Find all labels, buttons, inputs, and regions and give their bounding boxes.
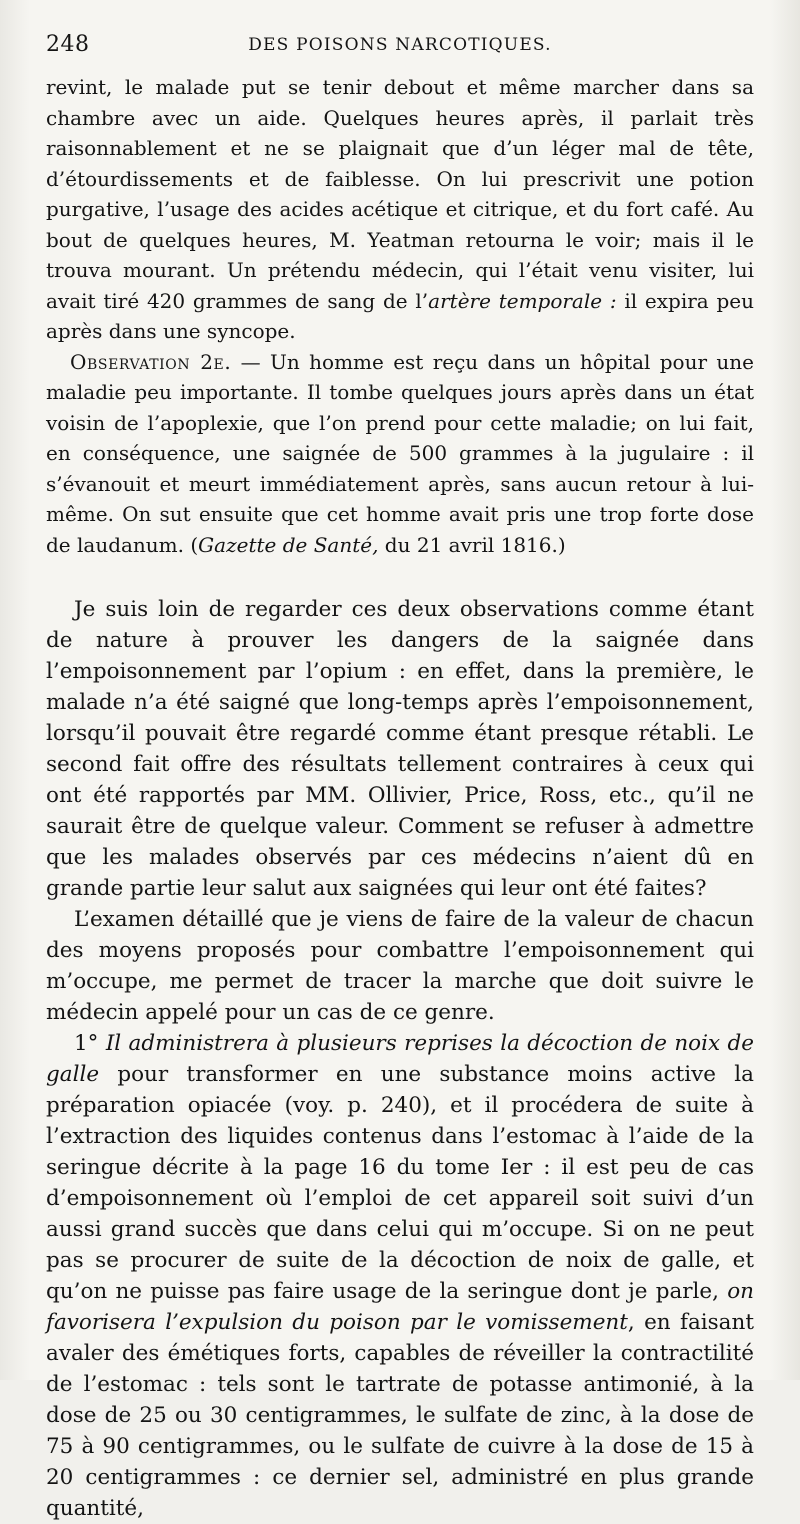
discussion-block [46, 594, 754, 1524]
paragraph-observation-2: Observation 2e. — Un homme est reçu dans un hôpital pour une maladie peu importante. Il tombe quelques jours après dans un état voisin de l’apoplexie, que l’on prend pour cette maladie; on lui fait, en conséquence, une saignée de 500 grammes à la jugulaire : il s’évanouit et meurt immédiatement après, sans aucun retour à lui-même. On sut ensuite que cet homme avait pris une trop forte dose de laudanum. (Gazette de Santé, du 21 avril 1816.) [46, 349, 755, 557]
running-title: DES POISONS NARCOTIQUES. [248, 35, 552, 55]
paragraph-examen: L’examen détaillé que je viens de faire de la valeur de chacun des moyens proposés pour combattre l’empoisonnement qui m’occupe, me permet de tracer la marche que doit suivre le médecin appelé pour un cas de ce genre. [46, 907, 754, 1025]
page-content [46, 72, 754, 1524]
observation-label: Observation 2e. [70, 349, 232, 374]
italic-phrase: Il administrera à plusieurs reprises la décoction de noix de galle [46, 1031, 754, 1087]
citation-title: Gazette de Santé, [198, 532, 379, 557]
italic-phrase: artère temporale : [428, 288, 617, 313]
paragraph-treatment-1: 1° Il administrera à plusieurs reprises la décoction de noix de galle pour transformer en une substance moins active la préparation opiacée (voy. p. 240), et il procédera de suite à l’extraction des liquides contenus dans l’estomac à l’aide de la seringue décrite à la page 16 du tome Ier : il est peu de cas d’empoisonnement où l’emploi de cet appareil soit suivi d’un aussi grand succès que dans celui qui m’occupe. Si on ne peut pas se procurer de suite de la décoction de noix de galle, et qu’on ne puisse pas faire usage de la seringue dont je parle, on favorisera l’expulsion du poison par le vomissement, en faisant avaler des émétiques forts, capables de réveiller la contractilité de l’estomac : tels sont le tartrate de potasse antimonié, à la dose de 25 ou 30 centigrammes, le sulfate de zinc, à la dose de 75 à 90 centigrammes, ou le sulfate de cuivre à la dose de 15 à 20 centigrammes : ce dernier sel, administré en plus grande quantité, [46, 1031, 754, 1521]
observations-block [46, 72, 754, 560]
page-number: 248 [46, 32, 90, 57]
paragraph-discussion: Je suis loin de regarder ces deux observations comme étant de nature à prouver les dangers de la saignée dans l’empoisonnement par l’opium : en effet, dans la première, le malade n’a été saigné que long-temps après l’empoisonnement, lorsqu’il pouvait être regardé comme étant presque rétabli. Le second fait offre des résultats tellement contraires à ceux qui ont été rapportés par MM. Ollivier, Price, Ross, etc., qu’il ne saurait être de quelque valeur. Comment se refuser à admettre que les malades observés par ces médecins n’aient dû en grande partie leur salut aux saignées qui leur ont été faites? [46, 597, 754, 901]
paragraph-observation-1-end: revint, le malade put se tenir debout et même marcher dans sa chambre avec un aide. Quelques heures après, il parlait très raisonnablement et ne se plaignait que d’un léger mal de tête, d’étourdissements et de faiblesse. On lui prescrivit une potion purgative, l’usage des acides acétique et citrique, et du fort café. Au bout de quelques heures, M. Yeatman retourna le voir; mais il le trouva mourant. Un prétendu médecin, qui l’était venu visiter, lui avait tiré 420 grammes de sang de l’artère temporale : il expira peu après dans une syncope. [46, 75, 755, 343]
page-header [46, 32, 754, 62]
italic-phrase: on favorisera l’expulsion du poison par le vomissement [46, 1279, 754, 1335]
